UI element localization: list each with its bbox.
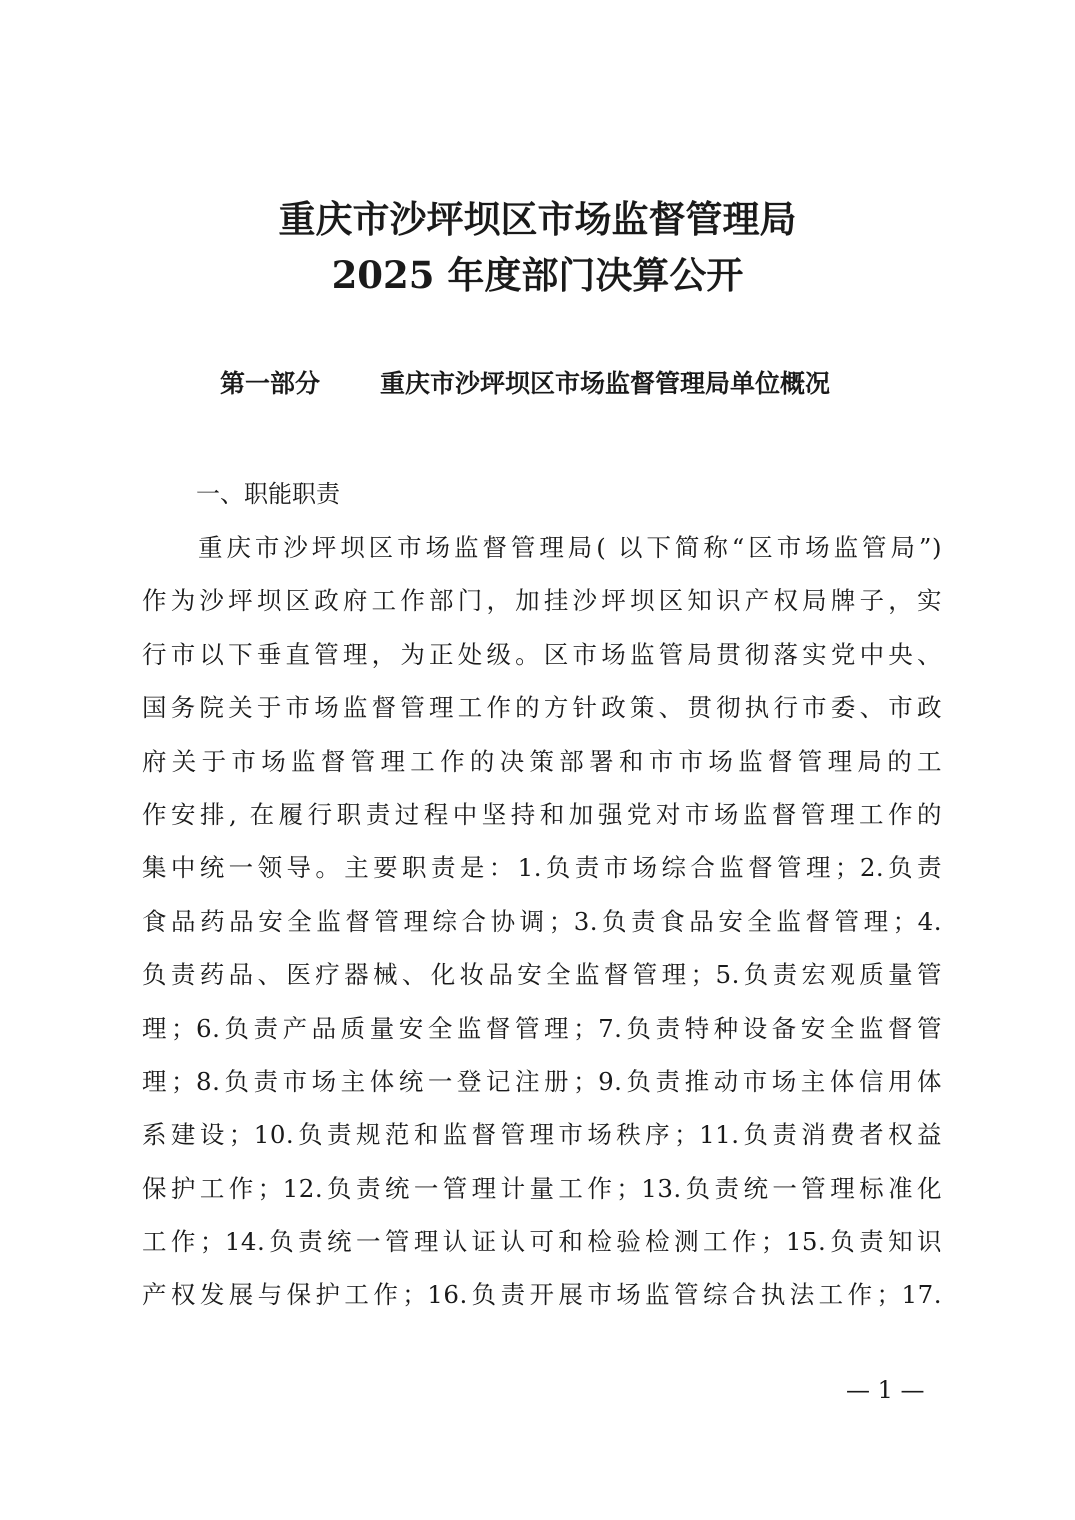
paragraph-line: 重庆市沙坪坝区市场监督管理局( 以下简称“区市场监管局”) bbox=[198, 533, 942, 562]
part-label: 第一部分 bbox=[220, 369, 321, 398]
document-title-line-2: 2025 年度部门决算公开 bbox=[331, 253, 744, 297]
paragraph-line: 系建设；10.负责规范和监督管理市场秩序；11.负责消费者权益 bbox=[142, 1120, 942, 1150]
section-heading: 一、职能职责 bbox=[196, 480, 340, 508]
paragraph-line: 工作；14.负责统一管理认证认可和检验检测工作；15.负责知识 bbox=[142, 1227, 942, 1257]
paragraph-line: 理；6.负责产品质量安全监督管理；7.负责特种设备安全监督管 bbox=[142, 1013, 942, 1043]
paragraph-line: 作安排, 在履行职责过程中坚持和加强党对市场监督管理工作的 bbox=[142, 799, 942, 829]
paragraph-line: 府关于市场监督管理工作的决策部署和市市场监督管理局的工 bbox=[142, 746, 942, 776]
page-number: — 1 — bbox=[846, 1376, 925, 1404]
paragraph-line: 国务院关于市场监督管理工作的方针政策、贯彻执行市委、市政 bbox=[142, 693, 942, 723]
body-paragraph bbox=[142, 528, 942, 1329]
paragraph-line: 集中统一领导。主要职责是：1.负责市场综合监督管理；2.负责 bbox=[142, 853, 942, 883]
paragraph-line: 保护工作；12.负责统一管理计量工作；13.负责统一管理标准化 bbox=[142, 1173, 942, 1203]
paragraph-line: 理；8.负责市场主体统一登记注册；9.负责推动市场主体信用体 bbox=[142, 1066, 942, 1096]
part-title: 重庆市沙坪坝区市场监督管理局单位概况 bbox=[380, 369, 831, 398]
paragraph-line: 作为沙坪坝区政府工作部门，加挂沙坪坝区知识产权局牌子，实 bbox=[142, 586, 942, 616]
paragraph-line: 产权发展与保护工作；16.负责开展市场监管综合执法工作；17. bbox=[142, 1280, 942, 1310]
paragraph-line: 行市以下垂直管理，为正处级。区市场监管局贯彻落实党中央、 bbox=[142, 639, 942, 669]
paragraph-line: 食品药品安全监督管理综合协调；3.负责食品安全监督管理；4. bbox=[142, 906, 942, 936]
part-heading bbox=[220, 366, 830, 402]
paragraph-line: 负责药品、医疗器械、化妆品安全监督管理；5.负责宏观质量管 bbox=[142, 960, 942, 990]
document-title-line-1: 重庆市沙坪坝区市场监督管理局 bbox=[278, 197, 797, 241]
